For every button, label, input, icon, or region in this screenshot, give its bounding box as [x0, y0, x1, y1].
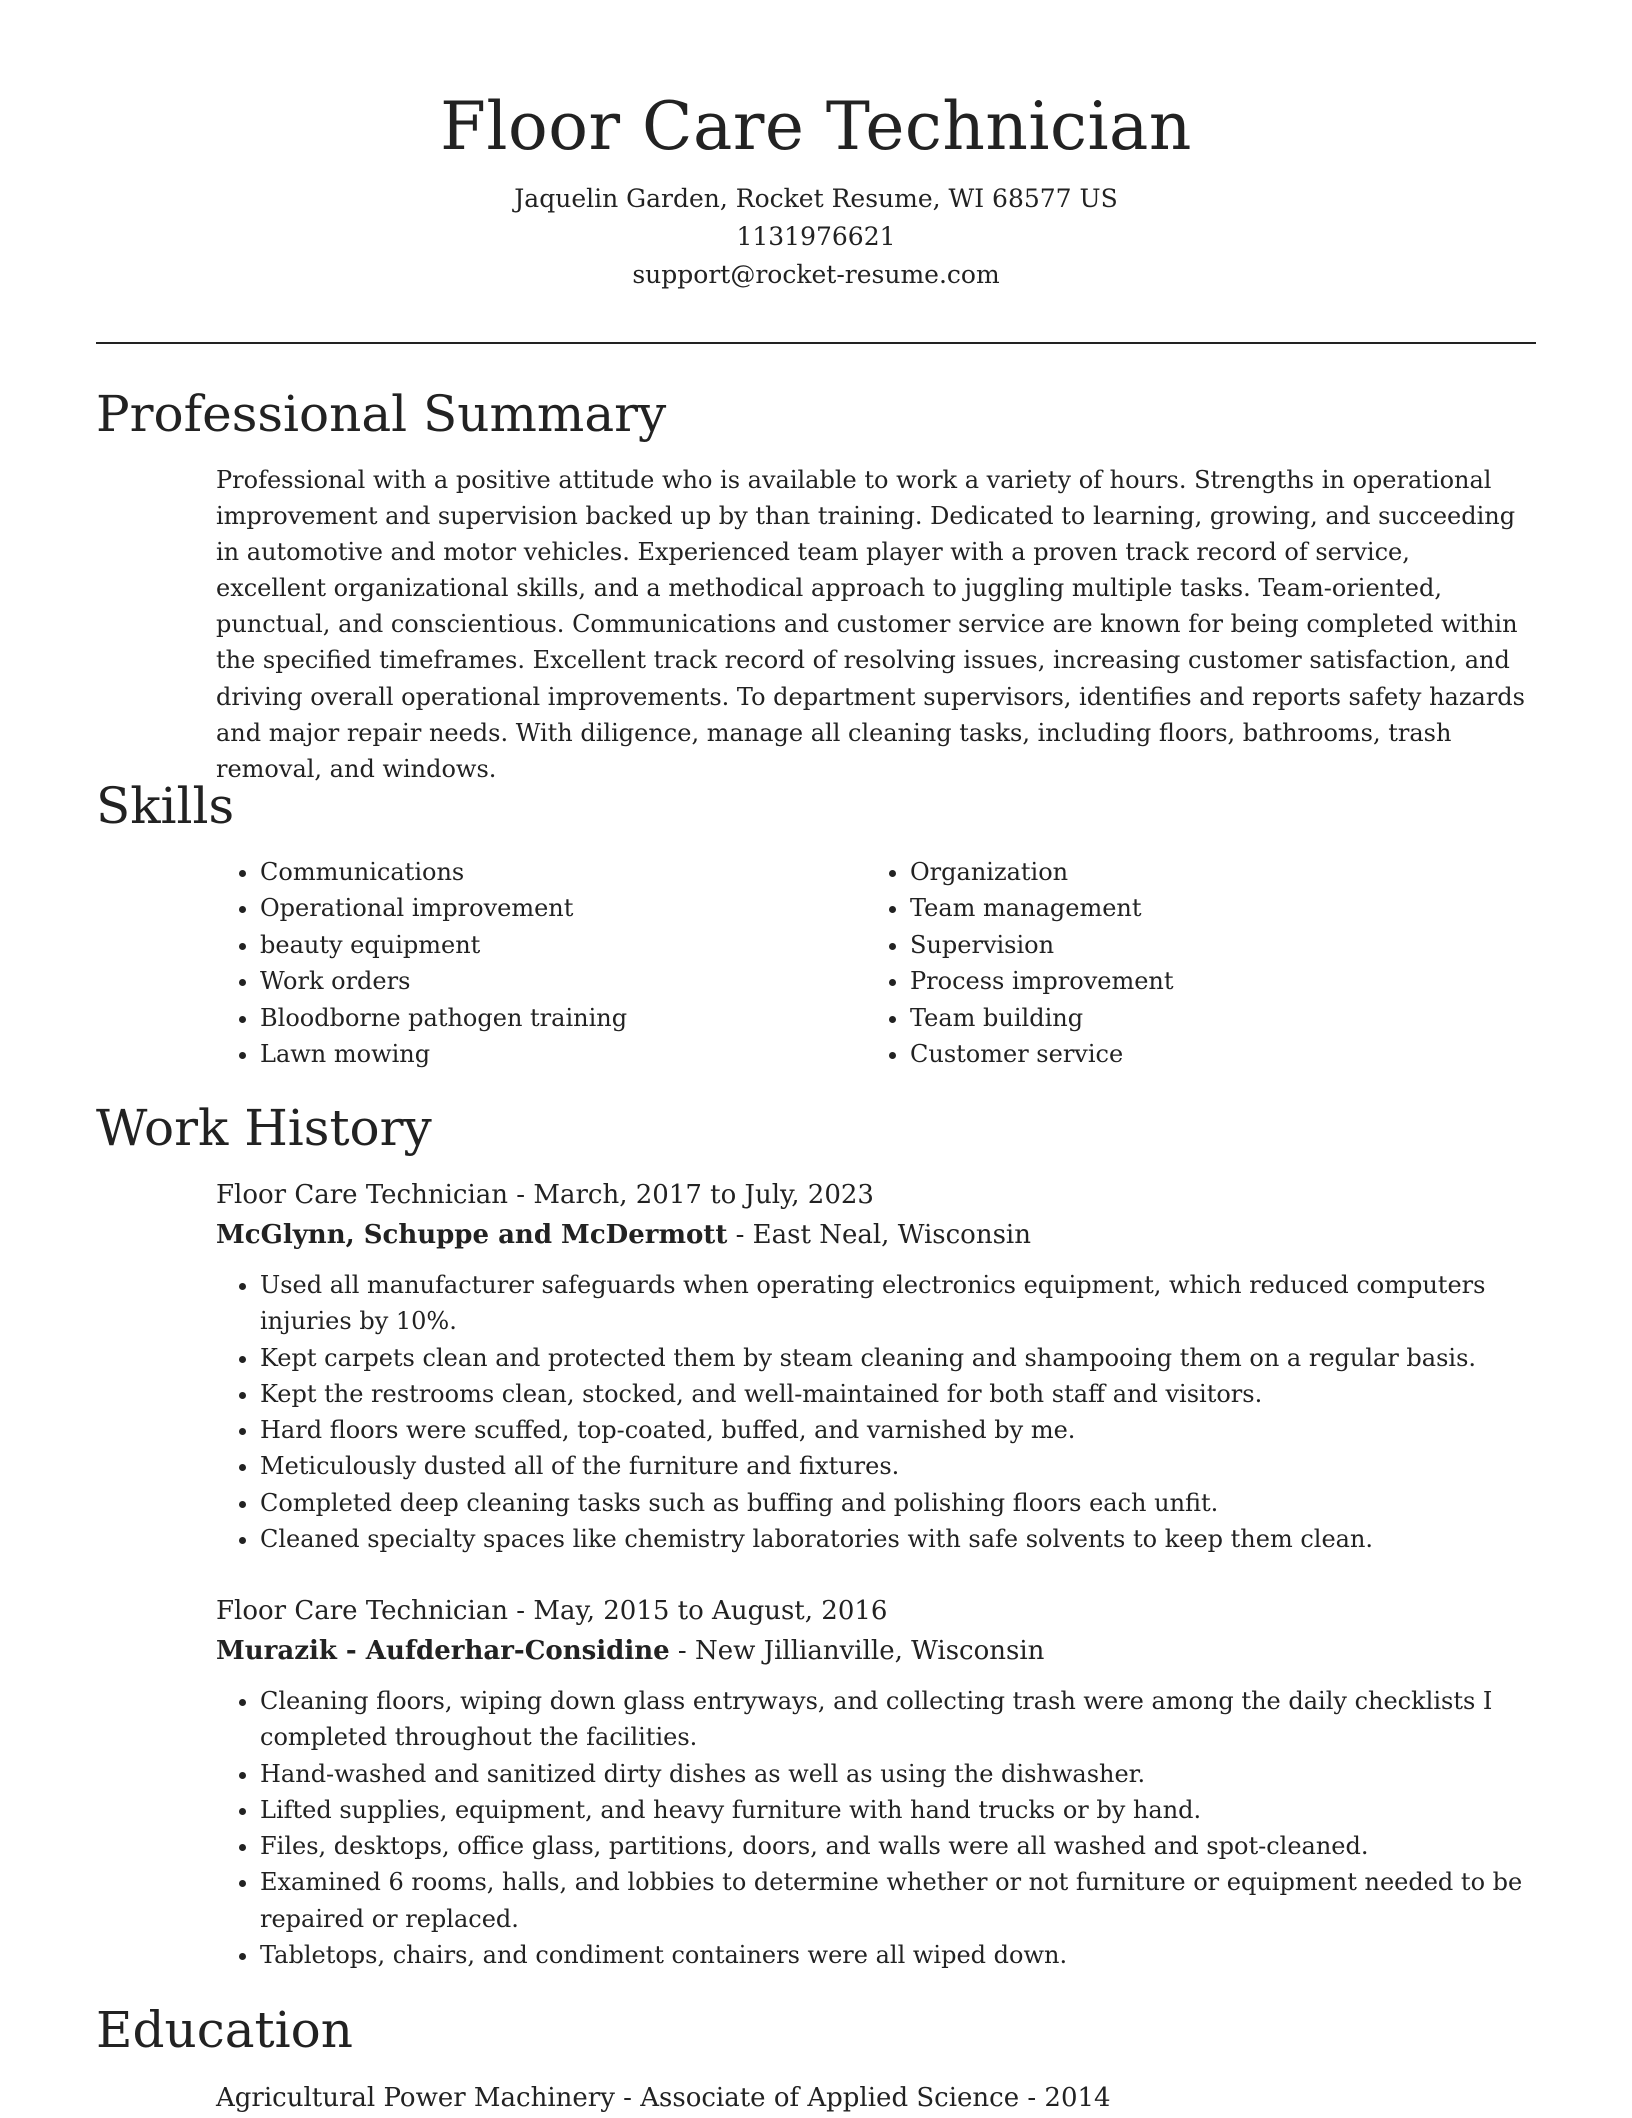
job-duty: • Cleaned specialty spaces like chemistry laboratories with safe solvents to keep them clean.	[260, 1521, 1526, 1557]
email-address: support@rocket-resume.com	[632, 260, 1000, 289]
job-duty: • Examined 6 rooms, halls, and lobbies to determine whether or not furniture or equipment needed to be repaired or replaced.	[260, 1864, 1526, 1937]
separator: -	[508, 1596, 534, 1626]
skill-item: • beauty equipment	[260, 927, 816, 963]
skill-item: • Operational improvement	[260, 890, 816, 926]
education-entry: Agricultural Power Machinery - Associate of Applied Science - 2014	[216, 2083, 1111, 2113]
job-company-line	[216, 1631, 1526, 1671]
job-location: East Neal, Wisconsin	[752, 1220, 1031, 1250]
skill-item: • Lawn mowing	[260, 1036, 816, 1072]
job-dates: March, 2017 to July, 2023	[533, 1180, 874, 1210]
job-duty: • Cleaning floors, wiping down glass entryways, and collecting trash were among the daily checklists I completed throughout the facilities.	[260, 1683, 1526, 1756]
summary-heading: Professional Summary	[96, 385, 667, 443]
skills-column-left	[216, 854, 816, 1072]
job-role: Floor Care Technician	[216, 1180, 509, 1210]
company-name: McGlynn, Schuppe and McDermott	[216, 1220, 728, 1250]
skill-item: • Customer service	[910, 1036, 1466, 1072]
skill-item: • Organization	[910, 854, 1466, 890]
company-name: Murazik - Aufderhar-Considine	[216, 1636, 670, 1666]
job-duties-list	[216, 1267, 1526, 1557]
job-duty: • Meticulously dusted all of the furniture and fixtures.	[260, 1448, 1526, 1484]
skill-item: • Communications	[260, 854, 816, 890]
skill-item: • Supervision	[910, 927, 1466, 963]
summary-text: Professional with a positive attitude who is available to work a variety of hours. Strengths in operational improvement and supervision backed up by than training. Dedicated to learning, growing, and succeeding in automotive and motor vehicles. Experienced team player with a proven track record of service, excellent organizational skills, and a methodical approach to juggling multiple tasks. Team-oriented, punctual, and conscientious. Communications and customer service are known for being completed within the specified timeframes. Excellent track record of resolving issues, increasing customer satisfaction, and driving overall operational improvements. To department supervisors, identifies and reports safety hazards and major repair needs. With diligence, manage all cleaning tasks, including floors, bathrooms, trash removal, and windows.	[216, 466, 1525, 783]
phone-number: 1131976621	[736, 222, 896, 251]
job-duty: • Kept the restrooms clean, stocked, and well-maintained for both staff and visitors.	[260, 1376, 1526, 1412]
job-entry	[216, 1175, 1526, 1557]
job-title-line	[216, 1175, 1526, 1215]
job-duties-list	[216, 1683, 1526, 1973]
job-duty: • Tabletops, chairs, and condiment containers were all wiped down.	[260, 1937, 1526, 1973]
address: Jaquelin Garden, Rocket Resume, WI 68577 US	[514, 184, 1118, 213]
skill-item: • Process improvement	[910, 963, 1466, 999]
skill-item: • Work orders	[260, 963, 816, 999]
job-role: Floor Care Technician	[216, 1596, 509, 1626]
resume-header	[0, 82, 1632, 294]
job-title-line	[216, 1591, 1526, 1631]
job-duty: • Hand-washed and sanitized dirty dishes as well as using the dishwasher.	[260, 1756, 1526, 1792]
job-duty: • Hard floors were scuffed, top-coated, buffed, and varnished by me.	[260, 1412, 1526, 1448]
separator: -	[727, 1220, 753, 1250]
education-heading: Education	[96, 2001, 353, 2059]
job-duty: • Used all manufacturer safeguards when operating electronics equipment, which reduced computers injuries by 10%.	[260, 1267, 1526, 1340]
job-duty: • Files, desktops, office glass, partitions, doors, and walls were all washed and spot-cleaned.	[260, 1828, 1526, 1864]
skill-item: • Team building	[910, 1000, 1466, 1036]
job-location: New Jillianville, Wisconsin	[694, 1636, 1045, 1666]
contact-info	[0, 180, 1632, 294]
skill-item: • Bloodborne pathogen training	[260, 1000, 816, 1036]
header-divider	[96, 342, 1536, 344]
work-history-heading: Work History	[96, 1099, 432, 1157]
job-duty: • Completed deep cleaning tasks such as buffing and polishing floors each unfit.	[260, 1485, 1526, 1521]
job-duty: • Lifted supplies, equipment, and heavy furniture with hand trucks or by hand.	[260, 1792, 1526, 1828]
job-dates: May, 2015 to August, 2016	[533, 1596, 888, 1626]
job-company-line	[216, 1215, 1526, 1255]
skill-item: • Team management	[910, 890, 1466, 926]
skills-heading: Skills	[96, 777, 235, 835]
candidate-name: Floor Care Technician	[440, 88, 1192, 165]
job-entry	[216, 1591, 1526, 1973]
separator: -	[508, 1180, 534, 1210]
skills-column-right	[866, 854, 1466, 1072]
job-duty: • Kept carpets clean and protected them by steam cleaning and shampooing them on a regular basis.	[260, 1340, 1526, 1376]
separator: -	[669, 1636, 695, 1666]
